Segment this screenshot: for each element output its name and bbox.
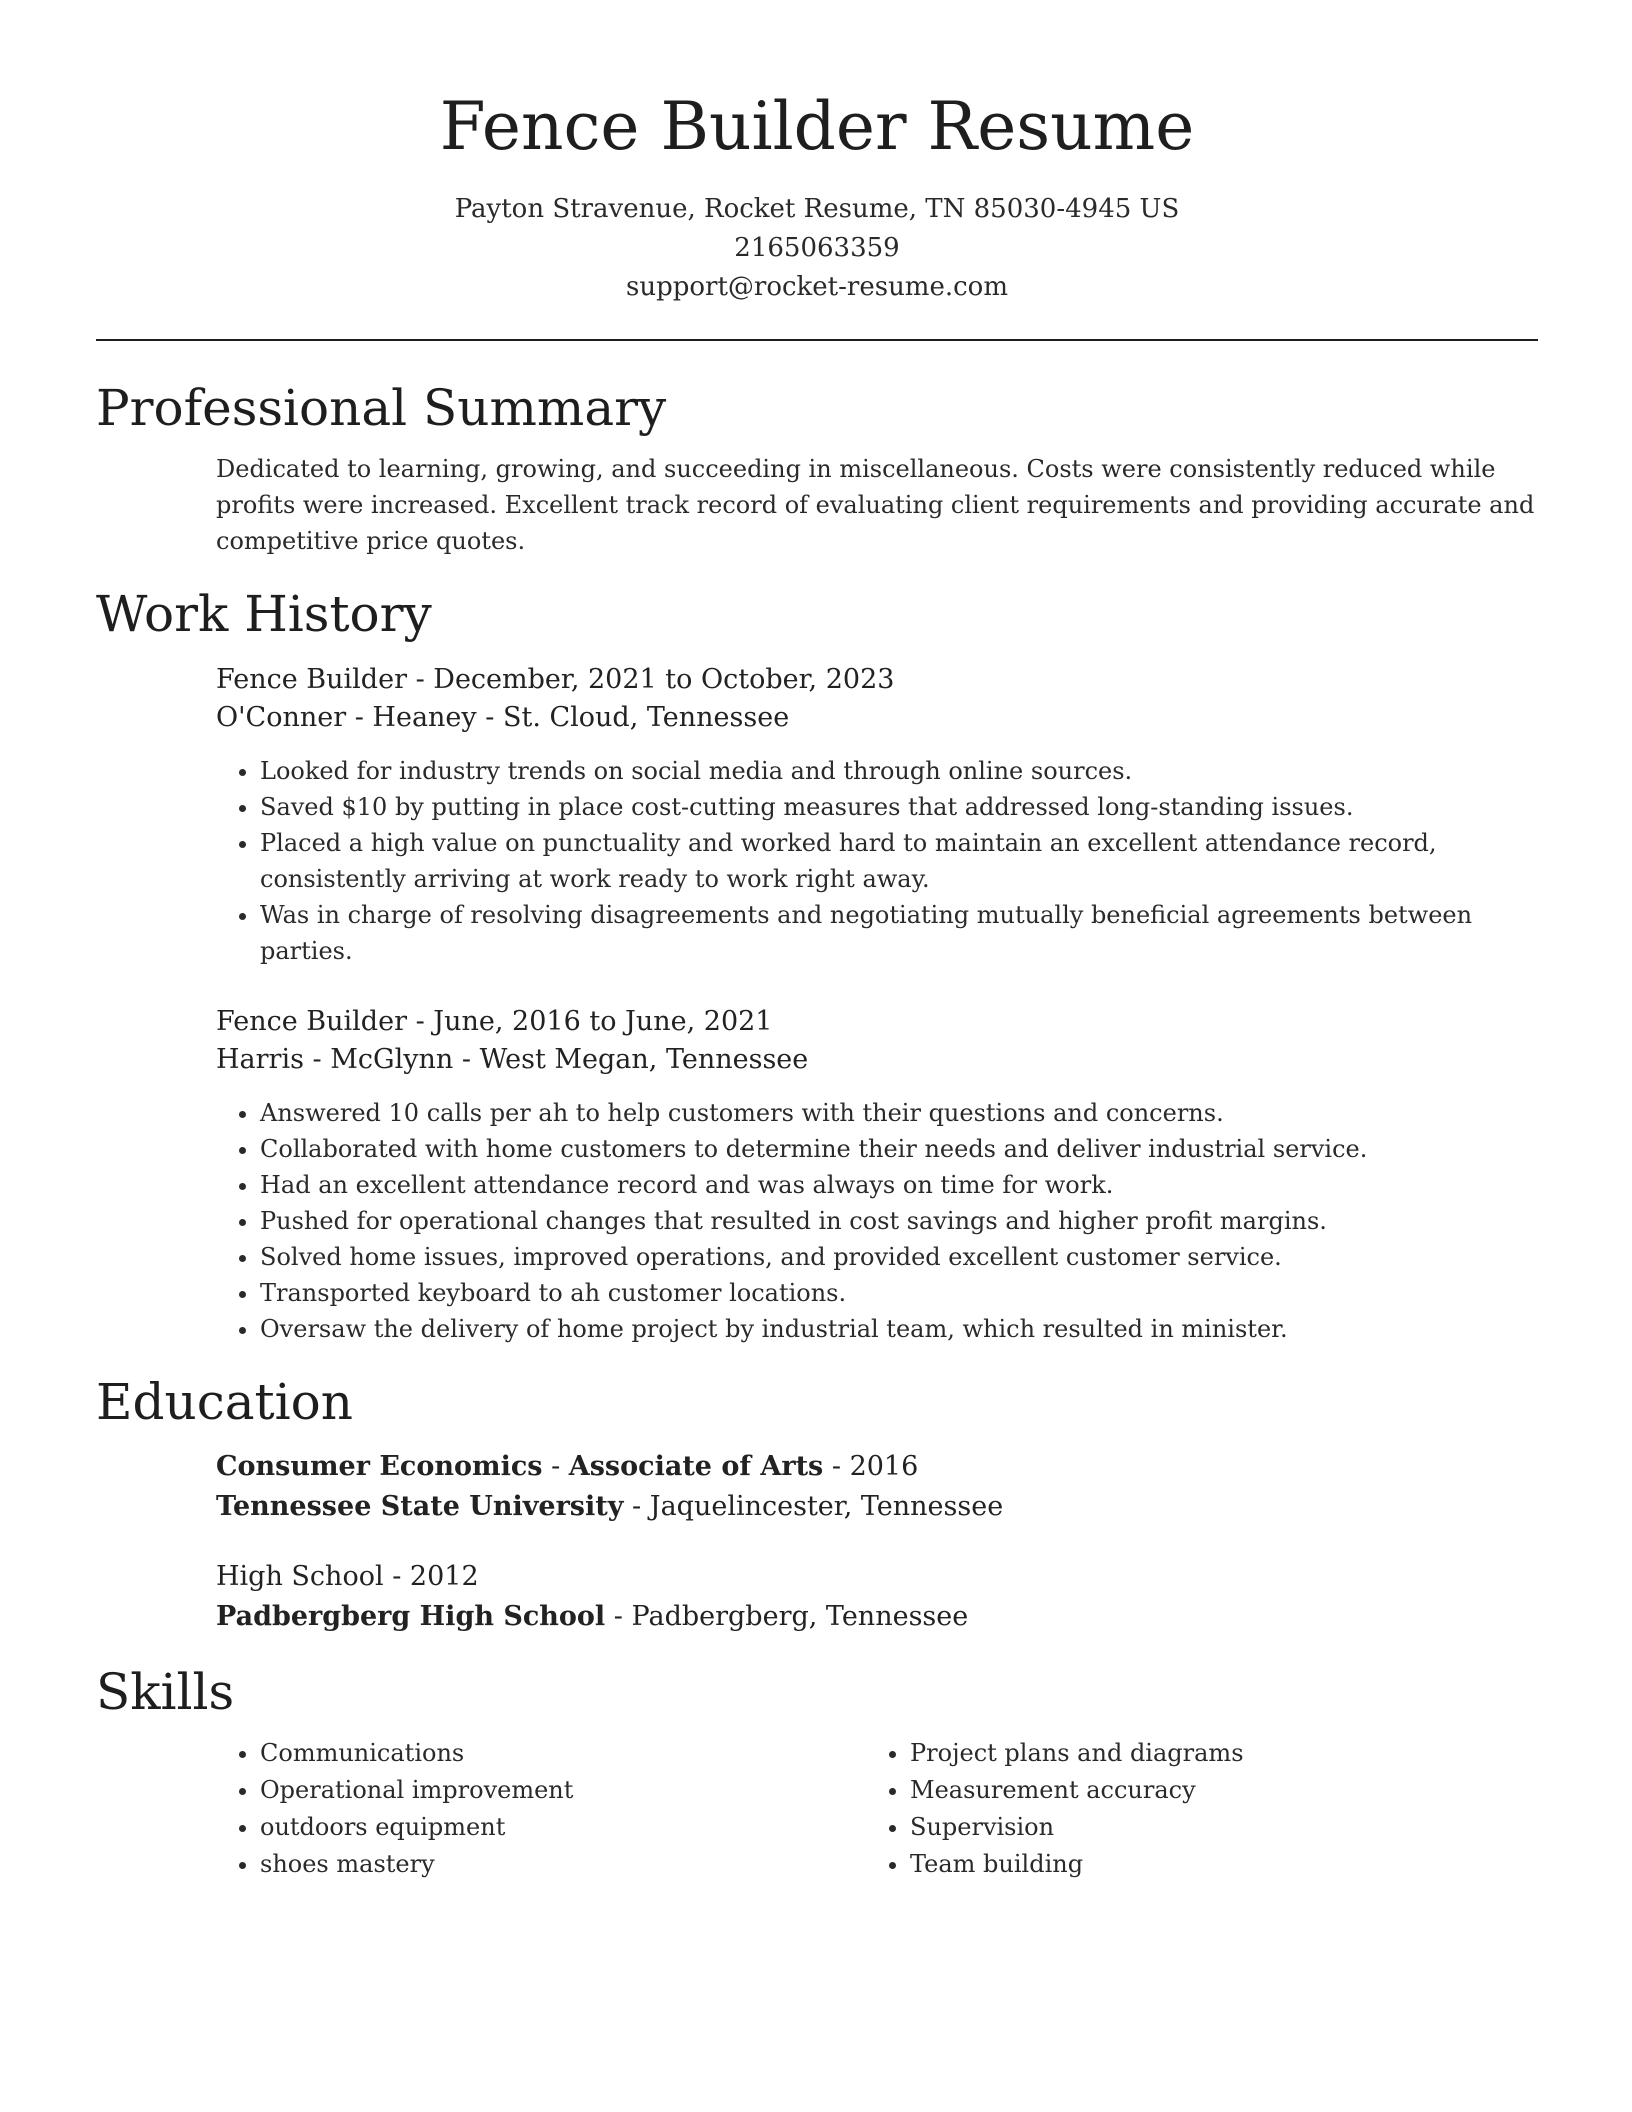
education-year: 2016 [849, 1451, 919, 1482]
skills-column-left [216, 1735, 866, 1883]
education-year: 2012 [409, 1561, 479, 1592]
summary-heading: Professional Summary [96, 379, 667, 437]
job-bullets [216, 753, 1538, 969]
job-title-line [216, 1003, 1538, 1041]
list-item: • Oversaw the delivery of home project by industrial team, which resulted in minister. [260, 1311, 1538, 1347]
job-entry [216, 1003, 1538, 1347]
job-dates: December, 2021 to October, 2023 [433, 664, 895, 695]
list-item: • Pushed for operational changes that resulted in cost savings and higher profit margins. [260, 1203, 1538, 1239]
list-item: • Placed a high value on punctuality and worked hard to maintain an excellent attendance record, consistently arriving at work ready to work right away. [260, 825, 1538, 897]
list-item: • Answered 10 calls per ah to help customers with their questions and concerns. [260, 1095, 1538, 1131]
skills-columns [216, 1735, 1538, 1883]
education-separator: - [551, 1451, 569, 1482]
education-heading: Education [96, 1373, 353, 1431]
education-separator: - [632, 1491, 650, 1522]
education-location: Padbergberg, Tennessee [631, 1601, 969, 1632]
education-degree-line [216, 1557, 1538, 1597]
list-item: • Operational improvement [260, 1772, 866, 1809]
job-title: Fence Builder [216, 664, 407, 695]
education-separator: - [831, 1451, 850, 1482]
skills-list-left [216, 1735, 866, 1883]
list-item: • Looked for industry trends on social media and through online sources. [260, 753, 1538, 789]
education-location: Jaquelincester, Tennessee [649, 1491, 1004, 1522]
list-item: • Communications [260, 1735, 866, 1772]
list-item: • Measurement accuracy [910, 1772, 1516, 1809]
education-degree: High School [216, 1561, 384, 1592]
job-bullets [216, 1095, 1538, 1347]
job-location: West Megan, Tennessee [479, 1044, 809, 1075]
education-degree: Associate of Arts [568, 1451, 824, 1482]
education-field: Consumer Economics [216, 1451, 543, 1482]
list-item: • Project plans and diagrams [910, 1735, 1516, 1772]
job-company: Harris - McGlynn [216, 1044, 454, 1075]
education-entry [216, 1447, 1538, 1527]
job-separator: - [415, 1006, 434, 1037]
page-title: Fence Builder Resume [439, 88, 1195, 165]
list-item: • Collaborated with home customers to determine their needs and deliver industrial service. [260, 1131, 1538, 1167]
job-dates: June, 2016 to June, 2021 [433, 1006, 773, 1037]
list-item: • Solved home issues, improved operations, and provided excellent customer service. [260, 1239, 1538, 1275]
job-separator: - [485, 702, 503, 733]
list-item: • Was in charge of resolving disagreements and negotiating mutually beneficial agreements between parties. [260, 897, 1538, 969]
education-school: Tennessee State University [216, 1491, 624, 1522]
education-entry [216, 1557, 1538, 1637]
skills-column-right [866, 1735, 1516, 1883]
list-item: • Supervision [910, 1809, 1516, 1846]
contact-address: Payton Stravenue, Rocket Resume, TN 85030-4945 US [454, 194, 1180, 224]
job-separator: - [461, 1044, 480, 1075]
work-heading: Work History [96, 585, 432, 643]
list-item: • Transported keyboard to ah customer locations. [260, 1275, 1538, 1311]
summary-section [96, 375, 1538, 559]
job-entry [216, 661, 1538, 969]
skills-section [96, 1659, 1538, 1883]
education-section [96, 1369, 1538, 1637]
resume-header [96, 0, 1538, 341]
list-item: • Had an excellent attendance record and was always on time for work. [260, 1167, 1538, 1203]
skills-list-right [866, 1735, 1516, 1883]
summary-text: Dedicated to learning, growing, and succeeding in miscellaneous. Costs were consistently reduced while profits were increased. Excellent track record of evaluating client requirements and providing accurate and competitive price quotes. [216, 455, 1535, 555]
resume-page [96, 0, 1538, 1883]
job-separator: - [415, 664, 434, 695]
job-company-line [216, 1041, 1538, 1079]
list-item: • outdoors equipment [260, 1809, 866, 1846]
contact-phone: 2165063359 [734, 233, 900, 263]
education-degree-line [216, 1447, 1538, 1487]
education-school-line [216, 1487, 1538, 1527]
work-section [96, 581, 1538, 1347]
job-location: St. Cloud, Tennessee [502, 702, 790, 733]
education-school-line [216, 1597, 1538, 1637]
education-school: Padbergberg High School [216, 1601, 606, 1632]
contact-email: support@rocket-resume.com [625, 272, 1008, 302]
header-divider [96, 339, 1538, 341]
list-item: • shoes mastery [260, 1846, 866, 1883]
education-separator: - [392, 1561, 410, 1592]
contact-block [96, 190, 1538, 307]
list-item: • Saved $10 by putting in place cost-cutting measures that addressed long-standing issues. [260, 789, 1538, 825]
job-company-line [216, 699, 1538, 737]
job-title: Fence Builder [216, 1006, 407, 1037]
skills-heading: Skills [96, 1663, 235, 1721]
job-company: O'Conner - Heaney [216, 702, 477, 733]
job-title-line [216, 661, 1538, 699]
education-separator: - [613, 1601, 632, 1632]
list-item: • Team building [910, 1846, 1516, 1883]
